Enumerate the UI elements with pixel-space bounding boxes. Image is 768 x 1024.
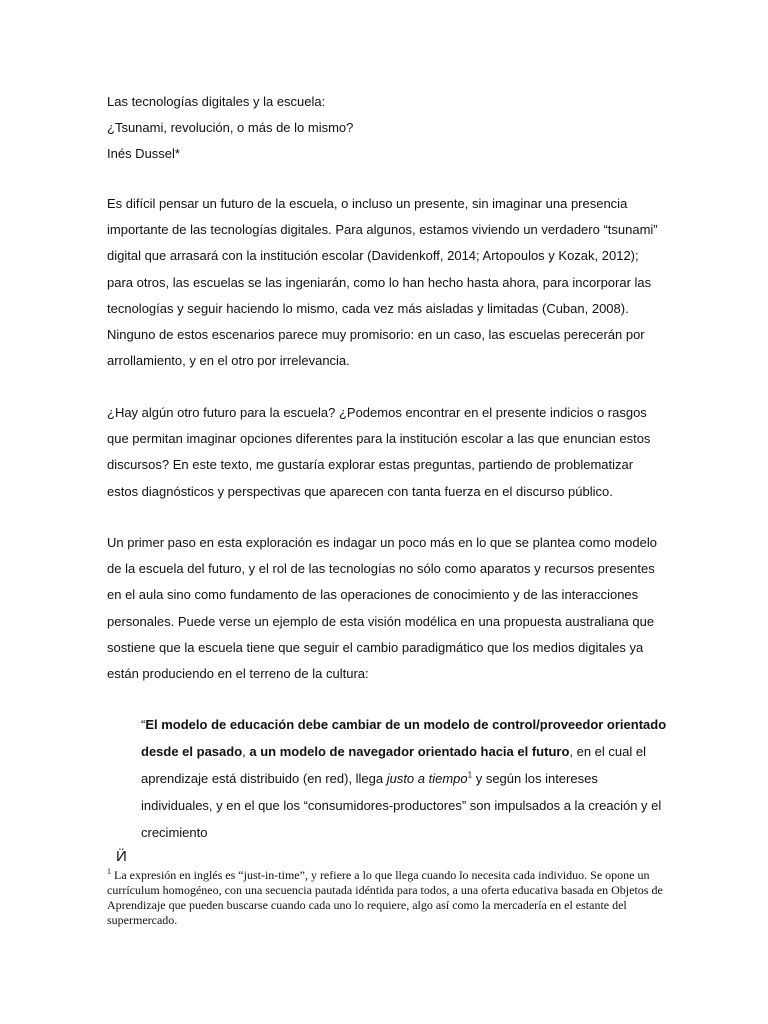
- quote-text-2: , en el cual el aprendizaje está distribuido (en red), llega: [141, 744, 646, 786]
- quote-text-3: y según los intereses individuales, y en el que los “consumidores-productores” son impulsados a la creación y el crecimiento: [141, 771, 662, 840]
- quote-open-mark: “: [141, 717, 146, 732]
- document-title: Las tecnologías digitales y la escuela:: [107, 94, 326, 109]
- document-header: [107, 89, 353, 167]
- footnote: [107, 868, 667, 928]
- paragraph-3: Un primer paso en esta exploración es indagar un poco más en lo que se plantea como modelo de la escuela del futuro, y el rol de las tecnologías no sólo como aparatos y recursos presentes en el aula sino como fundamento de las operaciones de conocimiento y de las interacciones personales. Puede verse un ejemplo de esta visión modélica en una propuesta australiana que sostiene que la escuela tiene que seguir el cambio paradigmático que los medios digitales ya están produciendo en el terreno de la cultura:: [107, 535, 657, 682]
- paragraph-1: Es difícil pensar un futuro de la escuela, o incluso un presente, sin imaginar una presencia importante de las tecnologías digitales. Para algunos, estamos viviendo un verdadero “tsunami” digital que arrasará con la institución escolar (Davidenkoff, 2014; Artopoulos y Kozak, 2012); para otros, las escuelas se las ingeniarán, como lo han hecho hasta ahora, para incorporar las tecnologías y seguir haciendo lo mismo, cada vez más aisladas y limitadas (Cuban, 2008). Ninguno de estos escenarios parece muy promisorio: en un caso, las escuelas perecerán por arrollamiento, y en el otro por irrelevancia.: [107, 196, 658, 369]
- footnote-ref-marker: 1: [467, 770, 473, 780]
- block-quote: [141, 711, 669, 846]
- quote-bold-2: a un modelo de navegador orientado hacia el futuro: [249, 744, 570, 759]
- document-subtitle: ¿Tsunami, revolución, o más de lo mismo?: [107, 120, 354, 135]
- footnote-separator-glyph: Ӥ: [116, 848, 127, 865]
- quote-text-1: ,: [242, 744, 250, 759]
- footnote-number: 1: [107, 867, 111, 876]
- document-author: Inés Dussel*: [107, 146, 180, 161]
- quote-bold-1: El modelo de educación debe cambiar de un modelo de control/proveedor orientado desde el pasado: [141, 717, 667, 759]
- quote-italic: justo a tiempo: [386, 771, 468, 786]
- footnote-text: La expresión en inglés es “just-in-time”, y refiere a lo que llega cuando lo necesita cada individuo. Se opone un currículum homogéneo, con una secuencia pautada idéntida para todos, a una oferta educativa basada en Objetos de Aprendizaje que pueden buscarse cuando cada uno lo requiere, algo así como la mercadería en el estante del supermercado.: [107, 868, 663, 927]
- paragraph-2: ¿Hay algún otro futuro para la escuela? ¿Podemos encontrar en el presente indicios o rasgos que permitan imaginar opciones diferentes para la institución escolar a las que enuncian estos discursos? En este texto, me gustaría explorar estas preguntas, partiendo de problematizar estos diagnósticos y perspectivas que aparecen con tanta fuerza en el discurso público.: [107, 405, 651, 499]
